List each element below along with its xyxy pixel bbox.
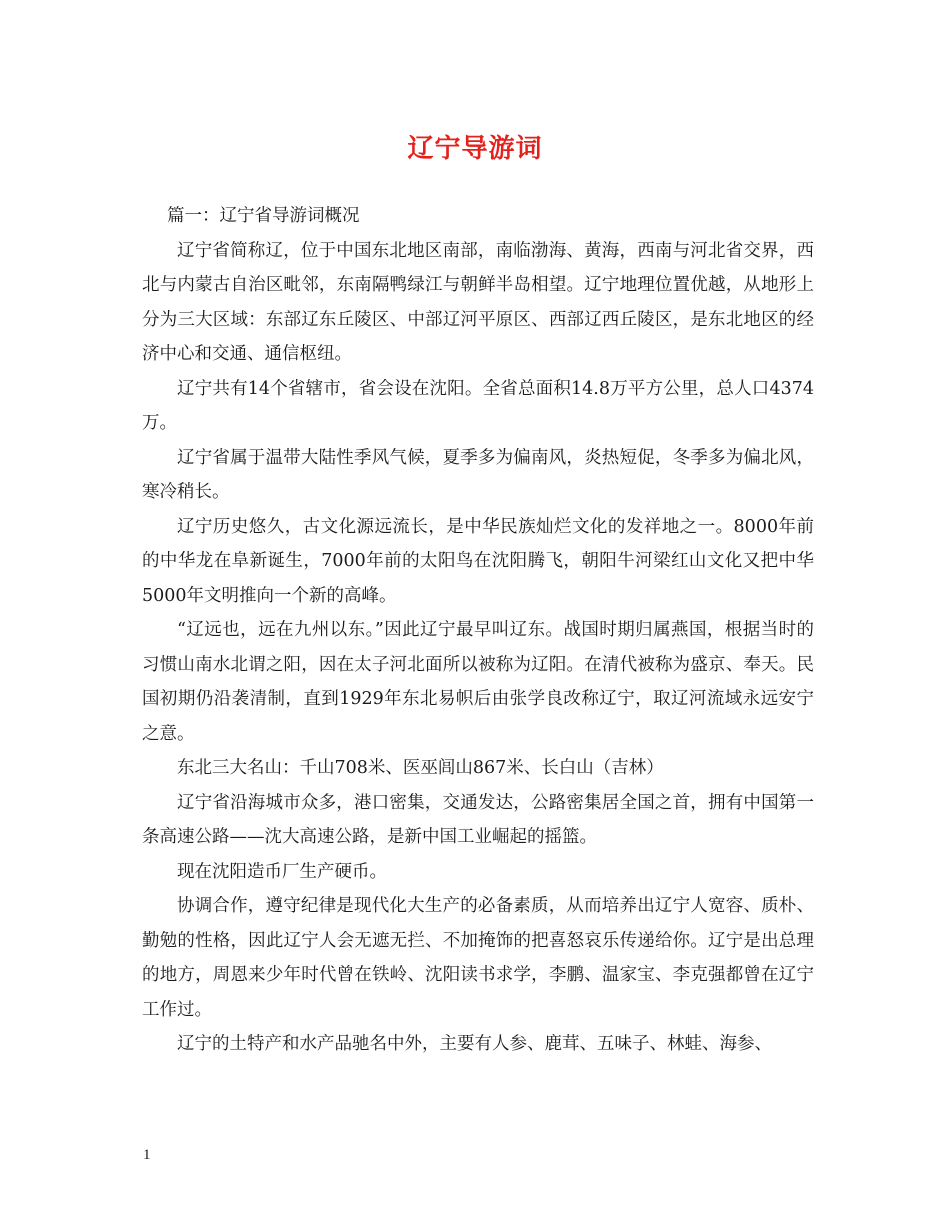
paragraph: 辽宁共有14个省辖市，省会设在沈阳。全省总面积14.8万平方公里，总人口4374万。 [142,378,814,433]
page-number: 1 [143,1147,151,1163]
paragraph: “辽远也，远在九州以东。”因此辽宁最早叫辽东。战国时期归属燕国，根据当时的习惯山南水北谓之阳，因在太子河北面所以被称为辽阳。在清代被称为盛京、奉天。民国初期仍沿袭清制，直到1929年东北易帜后由张学良改称辽宁，取辽河流域永远安宁之意。 [142,620,814,744]
paragraph: 辽宁省属于温带大陆性季风气候，夏季多为偏南风，炎热短促，冬季多为偏北风，寒冷稍长。 [142,447,814,502]
document-title: 辽宁导游词 [407,134,543,164]
paragraph: 现在沈阳造币厂生产硬币。 [177,861,387,882]
paragraph: 辽宁历史悠久，古文化源远流长，是中华民族灿烂文化的发祥地之一。8000年前的中华龙在阜新诞生，7000年前的太阳鸟在沈阳腾飞，朝阳牛河梁红山文化又把中华5000年文明推向一个新的高峰。 [142,516,814,606]
paragraph: 辽宁省简称辽，位于中国东北地区南部，南临渤海、黄海，西南与河北省交界，西北与内蒙古自治区毗邻，东南隔鸭绿江与朝鲜半岛相望。辽宁地理位置优越，从地形上分为三大区域：东部辽东丘陵区、中部辽河平原区、西部辽西丘陵区，是东北地区的经济中心和交通、通信枢纽。 [142,240,814,364]
paragraph: 协调合作，遵守纪律是现代化大生产的必备素质，从而培养出辽宁人宽容、质朴、勤勉的性格，因此辽宁人会无遮无拦、不加掩饰的把喜怒哀乐传递给你。辽宁是出总理的地方，周恩来少年时代曾在铁岭、沈阳读书求学，李鹏、温家宝、李克强都曾在辽宁工作过。 [142,896,814,1020]
document-body [142,199,814,1062]
paragraph: 辽宁的土特产和水产品驰名中外，主要有人参、鹿茸、五味子、林蛙、海参、 [177,1034,772,1054]
paragraph: 辽宁省沿海城市众多，港口密集，交通发达，公路密集居全国之首，拥有中国第一条高速公路——沈大高速公路，是新中国工业崛起的摇篮。 [142,792,814,847]
paragraph: 东北三大名山：千山708米、医巫闾山867米、长白山（吉林） [177,758,664,778]
section-heading: 篇一：辽宁省导游词概况 [167,206,360,226]
